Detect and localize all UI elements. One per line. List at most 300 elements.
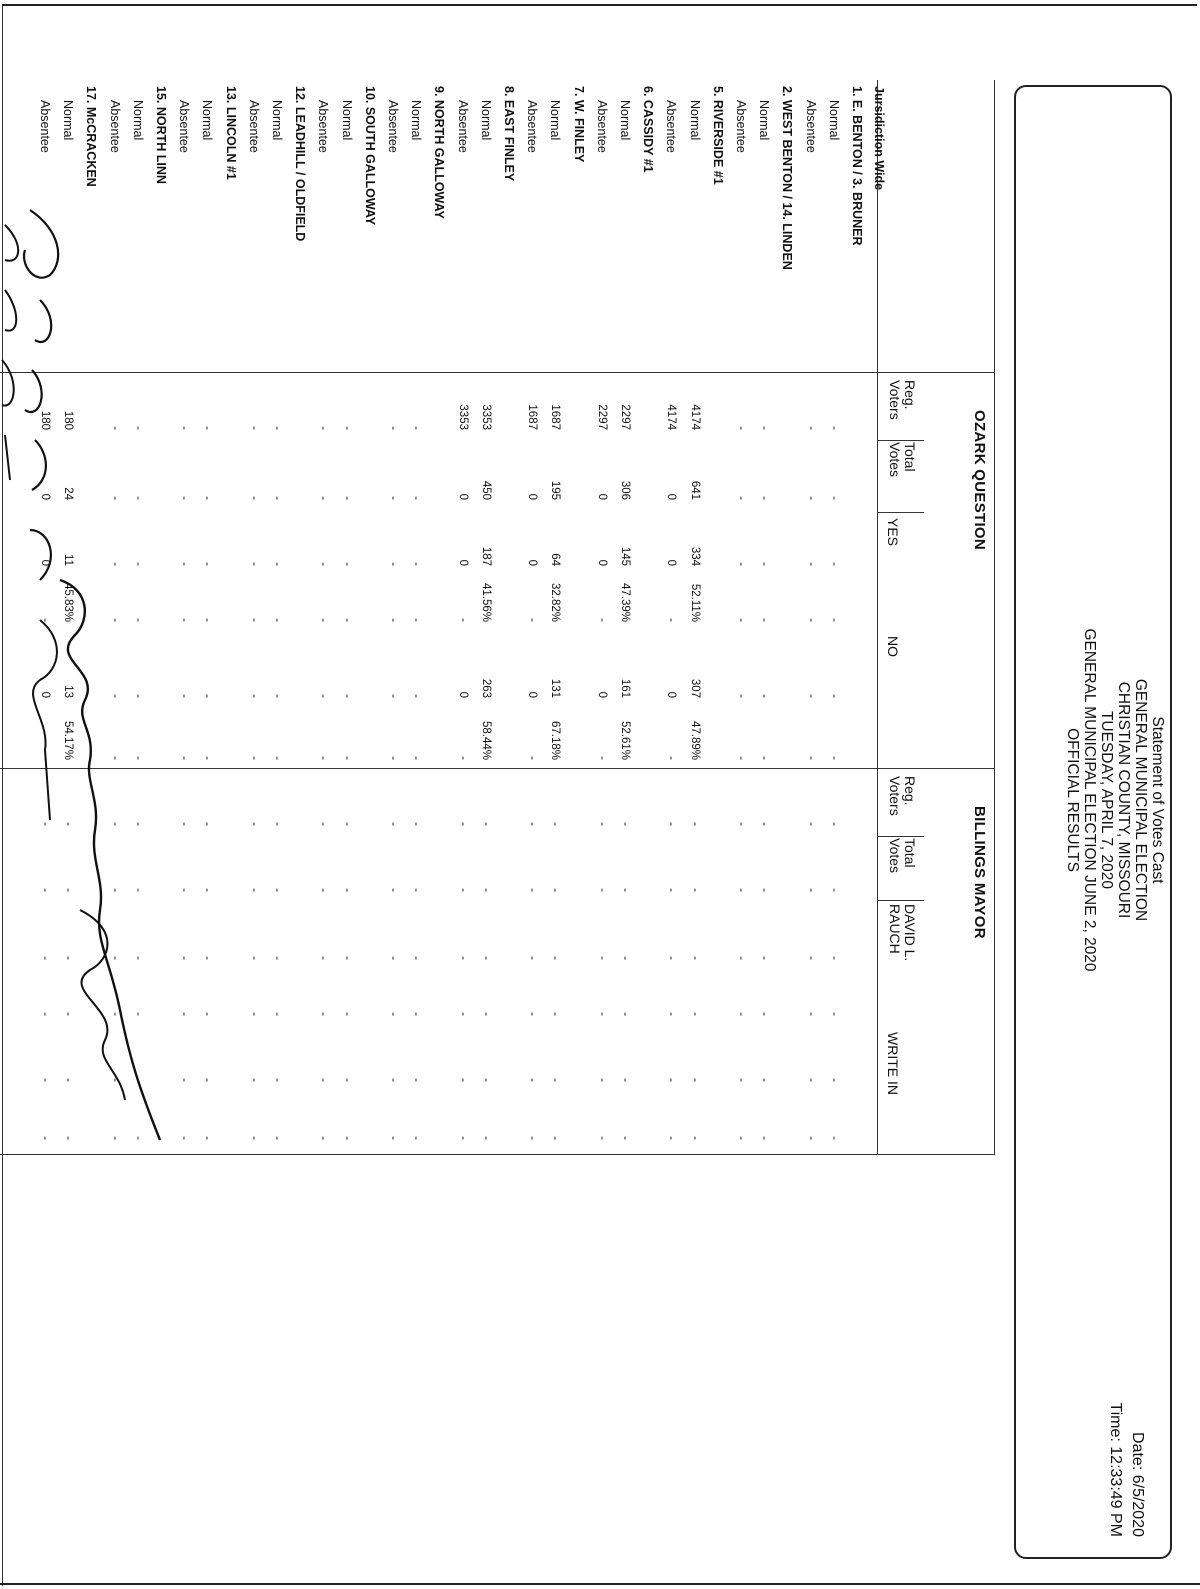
ozark-no-count: 0 <box>39 691 51 698</box>
ozark-no-percent: - <box>804 756 817 760</box>
billings-reg-voters: - <box>595 822 608 826</box>
billings-write-in-count: - <box>387 1078 399 1082</box>
vote-type-label: Absentee <box>38 100 52 153</box>
vote-type-label: Absentee <box>455 100 470 153</box>
ozark-reg-voters: - <box>340 426 353 430</box>
billings-write-in-count: - <box>39 1078 51 1082</box>
vote-type-label: Absentee <box>803 100 818 153</box>
precinct-label: 1. E. BENTON / 3. BRUNER <box>850 86 864 246</box>
ozark-reg-voters: - <box>271 426 283 430</box>
ozark-col-yes: YES <box>885 518 901 547</box>
billings-reg-voters: - <box>549 822 562 826</box>
ozark-yes-count: 145 <box>619 546 631 566</box>
ozark-no-count: - <box>271 694 283 698</box>
ozark-yes-count: - <box>201 562 214 566</box>
vote-type-label: Normal <box>409 100 424 141</box>
billings-write-in-percent: - <box>247 1136 260 1140</box>
ozark-total-votes: - <box>271 496 283 500</box>
billings-write-in-count: - <box>804 1078 817 1082</box>
billings-rauch-percent: - <box>595 1012 608 1016</box>
precinct-label: 2. WEST BENTON / 14. LINDEN <box>780 86 795 270</box>
ozark-reg-voters: - <box>387 426 399 430</box>
ozark-no-count: - <box>108 694 121 698</box>
ozark-yes-percent: - <box>247 618 260 622</box>
billings-total-votes: - <box>39 888 51 892</box>
ozark-no-count: - <box>247 694 260 698</box>
report-date: Date: 6/5/2020 <box>1129 1432 1146 1537</box>
vote-type-label: Absentee <box>316 100 331 153</box>
ozark-no-count: 263 <box>479 678 492 698</box>
billings-write-in-count: - <box>827 1078 840 1082</box>
billings-reg-voters: - <box>108 822 121 826</box>
ozark-reg-voters: - <box>410 426 423 430</box>
ozark-reg-voters: 2297 <box>595 404 608 430</box>
billings-rauch-count: - <box>410 956 423 960</box>
billings-reg-voters: - <box>201 822 214 826</box>
billings-rauch-count: - <box>340 956 353 960</box>
billings-write-in-count: - <box>271 1078 283 1082</box>
billings-write-in-count: - <box>758 1078 771 1082</box>
ozark-total-votes: - <box>108 496 121 500</box>
ozark-yes-count: - <box>827 562 840 566</box>
billings-rauch-count: - <box>317 956 330 960</box>
billings-rauch-percent: - <box>456 1012 469 1016</box>
ozark-total-votes: 0 <box>665 493 678 500</box>
ozark-total-votes: - <box>827 496 840 500</box>
ozark-yes-percent: 52.11% <box>688 583 701 622</box>
ozark-no-percent: 54.17% <box>62 720 75 760</box>
ozark-no-count: - <box>804 694 817 698</box>
ozark-yes-percent: - <box>526 618 539 622</box>
ozark-yes-percent: - <box>340 618 353 622</box>
vote-type-label: Normal <box>548 100 563 141</box>
billings-rauch-count: - <box>131 956 144 960</box>
precinct-label: 10. SOUTH GALLOWAY <box>362 86 377 226</box>
ozark-yes-count: 0 <box>456 559 469 566</box>
ozark-total-votes: - <box>317 496 330 500</box>
ozark-no-percent: - <box>456 756 469 760</box>
ozark-reg-voters: 180 <box>62 410 75 430</box>
ozark-yes-percent: 47.39% <box>619 582 631 622</box>
precinct-label: 7. W. FINLEY <box>571 86 586 163</box>
ozark-yes-count: 0 <box>595 559 608 566</box>
ozark-no-percent: - <box>410 756 423 760</box>
billings-rauch-count: - <box>271 956 283 960</box>
billings-write-in-percent: - <box>39 1136 51 1140</box>
ozark-no-percent: 58.44% <box>479 720 492 760</box>
billings-reg-voters: - <box>387 822 399 826</box>
ozark-yes-count: 0 <box>526 559 539 566</box>
ozark-reg-voters: - <box>735 426 747 430</box>
billings-rauch-percent: - <box>549 1012 562 1016</box>
ozark-yes-percent: - <box>804 618 817 622</box>
ozark-yes-percent: - <box>410 618 423 622</box>
precinct-label: 8. EAST FINLEY <box>502 86 516 182</box>
ozark-col-total-votes: Total Votes <box>887 442 918 478</box>
billings-write-in-percent: - <box>317 1136 330 1140</box>
billings-write-in-percent: - <box>665 1136 678 1140</box>
ozark-yes-percent: - <box>387 618 399 622</box>
ozark-yes-count: 334 <box>688 546 701 566</box>
ozark-no-percent: - <box>178 756 191 760</box>
vote-type-label: Normal <box>270 100 284 141</box>
billings-rauch-percent: - <box>758 1012 771 1016</box>
billings-reg-voters: - <box>619 822 631 826</box>
billings-rauch-count: - <box>39 956 51 960</box>
ozark-yes-count: - <box>271 562 283 566</box>
ozark-no-percent: - <box>201 756 214 760</box>
ozark-yes-percent: - <box>131 618 144 622</box>
vote-type-label: Absentee <box>734 100 748 153</box>
billings-total-votes: - <box>549 888 562 892</box>
billings-rauch-count: - <box>549 956 562 960</box>
billings-reg-voters: - <box>758 822 771 826</box>
vote-type-label: Absentee <box>177 100 192 153</box>
billings-total-votes: - <box>804 888 817 892</box>
ozark-no-count: - <box>387 694 399 698</box>
ozark-no-count: - <box>735 694 747 698</box>
ozark-no-percent: - <box>526 756 539 760</box>
ozark-no-percent: - <box>595 756 608 760</box>
vote-type-label: Normal <box>130 100 145 141</box>
billings-write-in-percent: - <box>178 1136 191 1140</box>
vote-type-label: Normal <box>61 100 76 141</box>
billings-reg-voters: - <box>665 822 678 826</box>
precinct-label: 15. NORTH LINN <box>154 86 168 184</box>
billings-rauch-percent: - <box>317 1012 330 1016</box>
billings-mayor-title: BILLINGS MAYOR <box>971 806 988 939</box>
billings-rauch-percent: - <box>108 1012 121 1016</box>
billings-write-in-percent: - <box>387 1136 399 1140</box>
billings-reg-voters: - <box>526 822 539 826</box>
billings-col-david-rauch: DAVID L. RAUCH <box>887 904 918 962</box>
ozark-reg-voters: 3353 <box>456 404 469 430</box>
ozark-no-count: - <box>827 694 840 698</box>
ozark-total-votes: 450 <box>479 480 492 500</box>
billings-col-reg-voters: Reg. Voters <box>887 776 918 816</box>
billings-write-in-count: - <box>665 1078 678 1082</box>
vote-type-label: Normal <box>687 100 702 141</box>
vote-type-label: Normal <box>339 100 354 141</box>
ozark-yes-percent: - <box>317 618 330 622</box>
vote-type-label: Absentee <box>525 100 540 153</box>
billings-rauch-percent: - <box>665 1012 678 1016</box>
billings-write-in-count: - <box>340 1078 353 1082</box>
ozark-yes-count: - <box>317 562 330 566</box>
billings-write-in-percent: - <box>804 1136 817 1140</box>
jurisdiction-header: Jursidiction Wide <box>872 86 886 191</box>
billings-rauch-count: - <box>804 956 817 960</box>
ozark-no-percent: - <box>271 756 283 760</box>
billings-rauch-count: - <box>619 956 631 960</box>
billings-write-in-percent: - <box>62 1136 75 1140</box>
billings-write-in-count: - <box>688 1078 701 1082</box>
ozark-no-count: - <box>758 694 771 698</box>
report-time: Time: 12:33:49 PM <box>1107 1402 1124 1537</box>
billings-write-in-percent: - <box>595 1136 608 1140</box>
ozark-no-count: 307 <box>688 678 701 698</box>
billings-rauch-count: - <box>456 956 469 960</box>
header-line-1: Statement of Votes Cast <box>1149 716 1166 884</box>
ozark-reg-voters: - <box>317 426 330 430</box>
ozark-total-votes: - <box>247 496 260 500</box>
ozark-total-votes: 0 <box>39 493 51 500</box>
header-line-2: GENERAL MUNICIPAL ELECTION <box>1132 678 1149 922</box>
billings-write-in-percent: - <box>271 1136 283 1140</box>
billings-col-total-votes: Total Votes <box>887 838 918 874</box>
ozark-no-count: 0 <box>595 691 608 698</box>
vote-type-label: Normal <box>478 100 493 141</box>
billings-total-votes: - <box>758 888 771 892</box>
ozark-total-votes: - <box>201 496 214 500</box>
billings-write-in-count: - <box>317 1078 330 1082</box>
billings-write-in-count: - <box>62 1078 75 1082</box>
ozark-no-count: 161 <box>619 678 631 698</box>
billings-write-in-count: - <box>178 1078 191 1082</box>
billings-rauch-count: - <box>108 956 121 960</box>
ozark-no-percent: - <box>827 756 840 760</box>
ozark-no-percent: - <box>39 756 51 760</box>
ozark-reg-voters: - <box>131 426 144 430</box>
ozark-no-percent: - <box>735 756 747 760</box>
vote-type-label: Normal <box>757 100 772 141</box>
ozark-yes-count: 0 <box>39 559 51 566</box>
billings-total-votes: - <box>526 888 539 892</box>
vote-type-label: Absentee <box>107 100 122 153</box>
ozark-total-votes: 0 <box>456 493 469 500</box>
header-line-5: GENERAL MUNICIPAL ELECTION JUNE 2, 2020 <box>1081 628 1098 972</box>
billings-total-votes: - <box>735 888 747 892</box>
precinct-label: 12. LEADHILL / OLDFIELD <box>293 86 308 242</box>
billings-write-in-percent: - <box>340 1136 353 1140</box>
ozark-yes-count: 0 <box>665 559 678 566</box>
ozark-yes-percent: - <box>178 618 191 622</box>
ozark-yes-count: - <box>410 562 423 566</box>
billings-rauch-count: - <box>479 956 492 960</box>
billings-rauch-count: - <box>201 956 214 960</box>
billings-write-in-percent: - <box>735 1136 747 1140</box>
billings-write-in-percent: - <box>456 1136 469 1140</box>
precinct-label: 5. RIVERSIDE #1 <box>710 86 725 185</box>
ozark-reg-voters: 1687 <box>549 404 562 430</box>
ozark-yes-count: - <box>387 562 399 566</box>
billings-total-votes: - <box>247 888 260 892</box>
ozark-no-count: - <box>178 694 191 698</box>
billings-reg-voters: - <box>456 822 469 826</box>
ozark-total-votes: 306 <box>619 480 631 500</box>
billings-total-votes: - <box>479 888 492 892</box>
ozark-no-count: - <box>131 694 144 698</box>
ozark-total-votes: - <box>804 496 817 500</box>
precinct-label: 6. CASSIDY #1 <box>641 86 656 173</box>
billings-write-in-count: - <box>735 1078 747 1082</box>
billings-reg-voters: - <box>340 822 353 826</box>
signature-marks <box>0 60 1200 1160</box>
billings-rauch-count: - <box>62 956 75 960</box>
billings-write-in-percent: - <box>619 1136 631 1140</box>
ozark-yes-percent: - <box>758 618 771 622</box>
ozark-yes-percent: - <box>456 618 469 622</box>
billings-total-votes: - <box>827 888 840 892</box>
ozark-no-count: 0 <box>526 691 539 698</box>
ozark-yes-percent: - <box>735 618 747 622</box>
ozark-no-percent: - <box>247 756 260 760</box>
billings-rauch-percent: - <box>39 1012 51 1016</box>
billings-rauch-percent: - <box>247 1012 260 1016</box>
ozark-total-votes: - <box>340 496 353 500</box>
billings-reg-voters: - <box>735 822 747 826</box>
billings-write-in-count: - <box>549 1078 562 1082</box>
ozark-reg-voters: 3353 <box>479 404 492 430</box>
ozark-yes-percent: - <box>595 618 608 622</box>
ozark-no-count: - <box>410 694 423 698</box>
billings-reg-voters: - <box>410 822 423 826</box>
ozark-no-count: 0 <box>665 691 678 698</box>
ozark-no-percent: - <box>758 756 771 760</box>
billings-write-in-count: - <box>526 1078 539 1082</box>
ozark-reg-voters: 180 <box>39 410 51 430</box>
ozark-no-count: 0 <box>456 691 469 698</box>
ozark-reg-voters: 1687 <box>526 404 539 430</box>
billings-rauch-percent: - <box>178 1012 191 1016</box>
ozark-reg-voters: - <box>178 426 191 430</box>
ozark-yes-count: - <box>178 562 191 566</box>
billings-rauch-count: - <box>526 956 539 960</box>
ozark-no-percent: 67.18% <box>549 720 562 760</box>
ozark-yes-percent: 32.82% <box>549 582 562 622</box>
billings-write-in-percent: - <box>131 1136 144 1140</box>
billings-rauch-count: - <box>595 956 608 960</box>
vote-type-label: Normal <box>826 100 841 141</box>
ozark-no-percent: - <box>340 756 353 760</box>
billings-rauch-percent: - <box>619 1012 631 1016</box>
billings-col-write-in: WRITE IN <box>885 1032 901 1095</box>
ozark-yes-percent: - <box>665 618 678 622</box>
vote-type-label: Normal <box>618 100 632 141</box>
ozark-yes-percent: - <box>39 618 51 622</box>
billings-total-votes: - <box>62 888 75 892</box>
ozark-total-votes: - <box>758 496 771 500</box>
ozark-no-count: - <box>340 694 353 698</box>
ozark-yes-percent: 45.83% <box>62 582 75 622</box>
billings-total-votes: - <box>178 888 191 892</box>
billings-reg-voters: - <box>178 822 191 826</box>
ozark-no-count: - <box>201 694 214 698</box>
billings-reg-voters: - <box>827 822 840 826</box>
ozark-total-votes: 0 <box>595 493 608 500</box>
ozark-total-votes: - <box>387 496 399 500</box>
ozark-no-percent: - <box>665 756 678 760</box>
billings-write-in-count: - <box>108 1078 121 1082</box>
ozark-total-votes: 641 <box>688 480 701 500</box>
ozark-total-votes: 0 <box>526 493 539 500</box>
ozark-no-percent: - <box>387 756 399 760</box>
billings-write-in-percent: - <box>549 1136 562 1140</box>
billings-reg-voters: - <box>271 822 283 826</box>
vote-type-label: Absentee <box>386 100 400 153</box>
ozark-yes-count: - <box>247 562 260 566</box>
billings-reg-voters: - <box>62 822 75 826</box>
billings-total-votes: - <box>387 888 399 892</box>
billings-write-in-percent: - <box>108 1136 121 1140</box>
ozark-reg-voters: - <box>201 426 214 430</box>
billings-rauch-percent: - <box>201 1012 214 1016</box>
billings-write-in-percent: - <box>758 1136 771 1140</box>
header-line-4: TUESDAY, APRIL 7, 2020 <box>1098 710 1115 890</box>
ozark-no-percent: 47.89% <box>688 720 701 760</box>
ozark-yes-count: - <box>131 562 144 566</box>
ozark-total-votes: - <box>410 496 423 500</box>
billings-total-votes: - <box>595 888 608 892</box>
billings-write-in-percent: - <box>688 1136 701 1140</box>
ozark-yes-percent: - <box>271 618 283 622</box>
billings-write-in-count: - <box>456 1078 469 1082</box>
ozark-yes-count: 187 <box>479 546 492 566</box>
billings-total-votes: - <box>410 888 423 892</box>
billings-reg-voters: - <box>131 822 144 826</box>
ozark-reg-voters: - <box>804 426 817 430</box>
billings-reg-voters: - <box>688 822 701 826</box>
ozark-yes-count: - <box>735 562 747 566</box>
billings-rauch-percent: - <box>340 1012 353 1016</box>
billings-write-in-percent: - <box>201 1136 214 1140</box>
ozark-yes-percent: - <box>827 618 840 622</box>
ozark-total-votes: 195 <box>549 480 562 500</box>
billings-rauch-count: - <box>827 956 840 960</box>
ozark-total-votes: - <box>178 496 191 500</box>
billings-rauch-percent: - <box>735 1012 747 1016</box>
billings-reg-voters: - <box>317 822 330 826</box>
billings-total-votes: - <box>619 888 631 892</box>
ozark-total-votes: 24 <box>62 487 75 500</box>
billings-rauch-count: - <box>758 956 771 960</box>
billings-write-in-count: - <box>479 1078 492 1082</box>
precinct-label: 17. McCRACKEN <box>84 86 99 187</box>
vote-type-label: Absentee <box>594 100 609 153</box>
ozark-yes-count: - <box>804 562 817 566</box>
report-datetime <box>1104 1402 1148 1537</box>
billings-rauch-percent: - <box>479 1012 492 1016</box>
ozark-yes-count: - <box>758 562 771 566</box>
billings-write-in-count: - <box>247 1078 260 1082</box>
ozark-no-percent: - <box>131 756 144 760</box>
billings-total-votes: - <box>340 888 353 892</box>
ozark-yes-percent: - <box>108 618 121 622</box>
billings-write-in-count: - <box>201 1078 214 1082</box>
ozark-col-reg-voters: Reg. Voters <box>887 380 918 420</box>
ozark-no-percent: - <box>108 756 121 760</box>
header-line-6: OFFICIAL RESULTS <box>1064 728 1081 872</box>
billings-rauch-count: - <box>665 956 678 960</box>
ozark-yes-count: 11 <box>62 554 75 566</box>
billings-rauch-percent: - <box>827 1012 840 1016</box>
ozark-yes-percent: 41.56% <box>479 582 492 622</box>
ozark-yes-count: - <box>340 562 353 566</box>
billings-total-votes: - <box>271 888 283 892</box>
billings-write-in-count: - <box>595 1078 608 1082</box>
ozark-no-percent: 52.61% <box>619 720 631 760</box>
billings-write-in-percent: - <box>827 1136 840 1140</box>
ozark-reg-voters: - <box>758 426 771 430</box>
billings-total-votes: - <box>317 888 330 892</box>
billings-total-votes: - <box>688 888 701 892</box>
ozark-reg-voters: 4174 <box>665 404 678 430</box>
precinct-label: 13. LINCOLN #1 <box>223 86 238 180</box>
billings-total-votes: - <box>456 888 469 892</box>
billings-rauch-percent: - <box>526 1012 539 1016</box>
precinct-label: 9. NORTH GALLOWAY <box>432 86 447 219</box>
billings-write-in-percent: - <box>410 1136 423 1140</box>
